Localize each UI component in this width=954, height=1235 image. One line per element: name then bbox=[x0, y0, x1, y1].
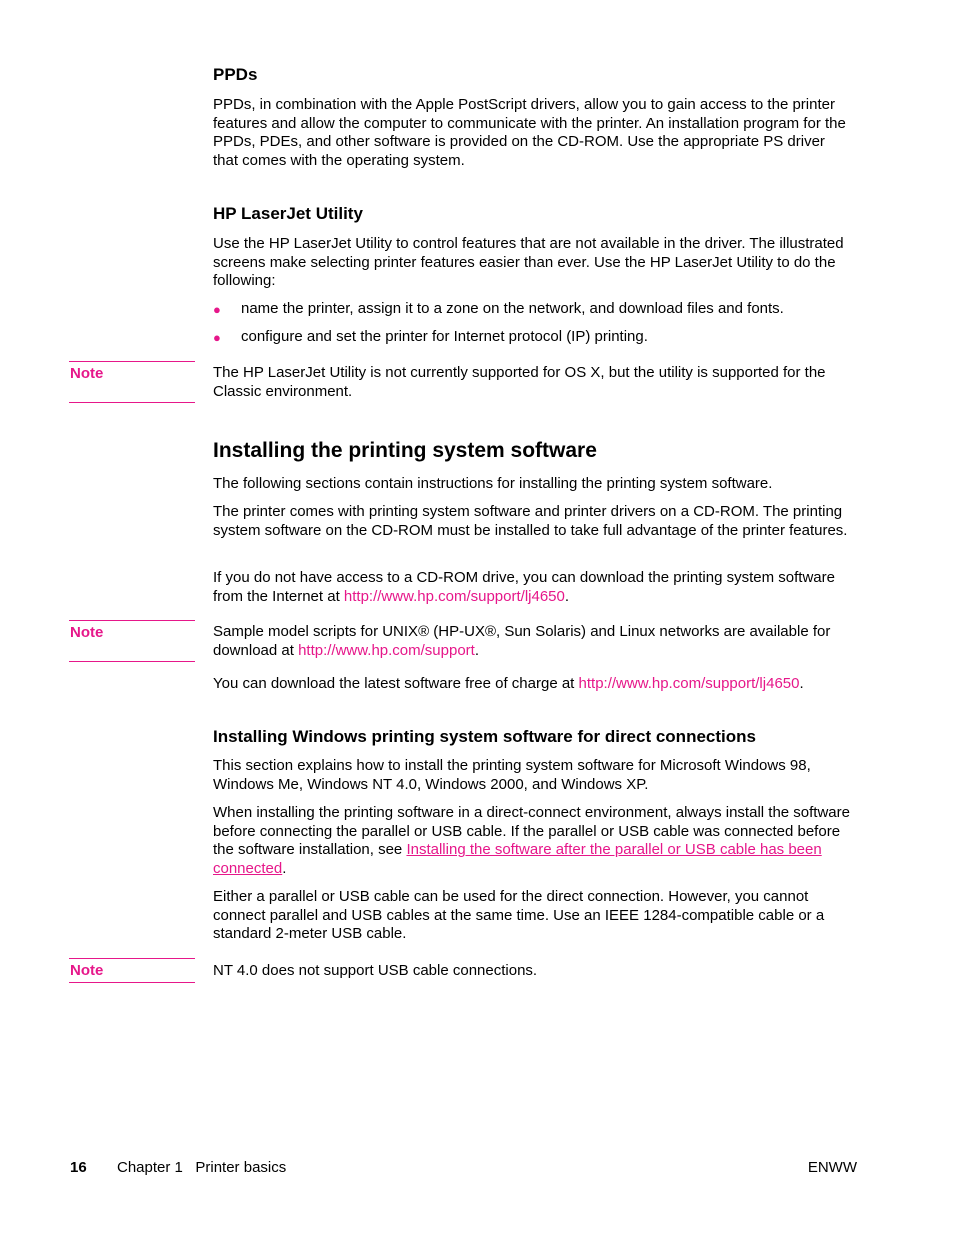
note-top-rule bbox=[69, 361, 195, 362]
note-label: Note bbox=[70, 624, 104, 641]
windows-p2-text: When installing the printing software in a direct-connect environment, always install the software before connecting the parallel or USB cable. If the parallel or USB cable was connected before the software installation, see bbox=[213, 804, 850, 859]
ppds-heading: PPDs bbox=[213, 65, 258, 84]
support-lj4650-link[interactable]: http://www.hp.com/support/lj4650 bbox=[343, 587, 565, 605]
installing-after-cable-link[interactable]: Installing the software after the parallel or USB cable has been connected bbox=[213, 841, 822, 877]
download-end: . bbox=[799, 675, 804, 692]
download-text: You can download the latest software free of charge at bbox=[213, 675, 579, 692]
note-bottom-rule bbox=[69, 982, 195, 983]
note-top-rule bbox=[69, 620, 195, 621]
note-label: Note bbox=[70, 365, 104, 382]
windows-p3: Either a parallel or USB cable can be used for the direct connection. However, you cannot connect parallel and USB cables at the same time. Use an IEEE 1284-compatible cable or a standard 2-meter USB cable. bbox=[213, 888, 825, 943]
note-label: Note bbox=[70, 962, 104, 979]
support-lj4650-link[interactable]: http://www.hp.com/support/lj4650 bbox=[578, 675, 800, 692]
windows-heading: Installing Windows printing system software for direct connections bbox=[213, 727, 756, 746]
utility-bullet-1: name the printer, assign it to a zone on the network, and download files and fonts. bbox=[241, 300, 784, 317]
page-number: 16 bbox=[70, 1159, 87, 1176]
install-p3-text: If you do not have access to a CD-ROM drive, you can download the printing system software from the Internet at bbox=[213, 569, 835, 605]
install-p3-end: . bbox=[564, 587, 570, 605]
install-heading: Installing the printing system software bbox=[213, 439, 597, 462]
edition-label: ENWW bbox=[807, 1159, 857, 1176]
chapter-title: Chapter 1 Printer basics bbox=[117, 1159, 287, 1176]
note2-text: Sample model scripts for UNIX® (HP-UX®, Sun Solaris) and Linux networks are available for download at bbox=[213, 623, 831, 659]
utility-body: Use the HP LaserJet Utility to control features that are not available in the driver. The illustrated screens make selecting printer features easier than ever. Use the HP LaserJet Utility to do the following: bbox=[213, 235, 844, 290]
note-text bbox=[213, 623, 853, 660]
utility-bullet-2: configure and set the printer for Internet protocol (IP) printing. bbox=[241, 328, 648, 345]
windows-p1: This section explains how to install the printing system software for Microsoft Windows 98, Windows Me, Windows NT 4.0, Windows 2000, and Windows XP. bbox=[213, 757, 811, 793]
support-link[interactable]: http://www.hp.com/support bbox=[298, 641, 475, 659]
utility-heading: HP LaserJet Utility bbox=[213, 204, 363, 223]
note-text: The HP LaserJet Utility is not currently supported for OS X, but the utility is supported for the Classic environment. bbox=[213, 364, 826, 400]
ppds-body: PPDs, in combination with the Apple PostScript drivers, allow you to gain access to the printer features and allow the computer to communicate with the printer. An installation program for the PPDs, PDEs, and other software is provided on the CD-ROM. Use the appropriate PS driver that comes with the operating system. bbox=[213, 96, 846, 169]
note2-end: . bbox=[474, 641, 479, 659]
note-bottom-rule bbox=[69, 402, 195, 403]
note-bottom-rule bbox=[69, 661, 195, 662]
install-p1: The following sections contain instructions for installing the printing system software. bbox=[213, 475, 773, 492]
note-top-rule bbox=[69, 958, 195, 959]
install-p2: The printer comes with printing system software and printer drivers on a CD-ROM. The printing system software on the CD-ROM must be installed to take full advantage of the printer features. bbox=[213, 503, 848, 539]
bullet-icon: ● bbox=[213, 302, 221, 317]
note-text: NT 4.0 does not support USB cable connections. bbox=[213, 962, 538, 979]
download-paragraph bbox=[213, 675, 853, 694]
install-p3 bbox=[213, 569, 853, 606]
windows-p2 bbox=[213, 804, 853, 878]
windows-p2-end: . bbox=[282, 859, 287, 877]
bullet-icon: ● bbox=[213, 330, 221, 345]
